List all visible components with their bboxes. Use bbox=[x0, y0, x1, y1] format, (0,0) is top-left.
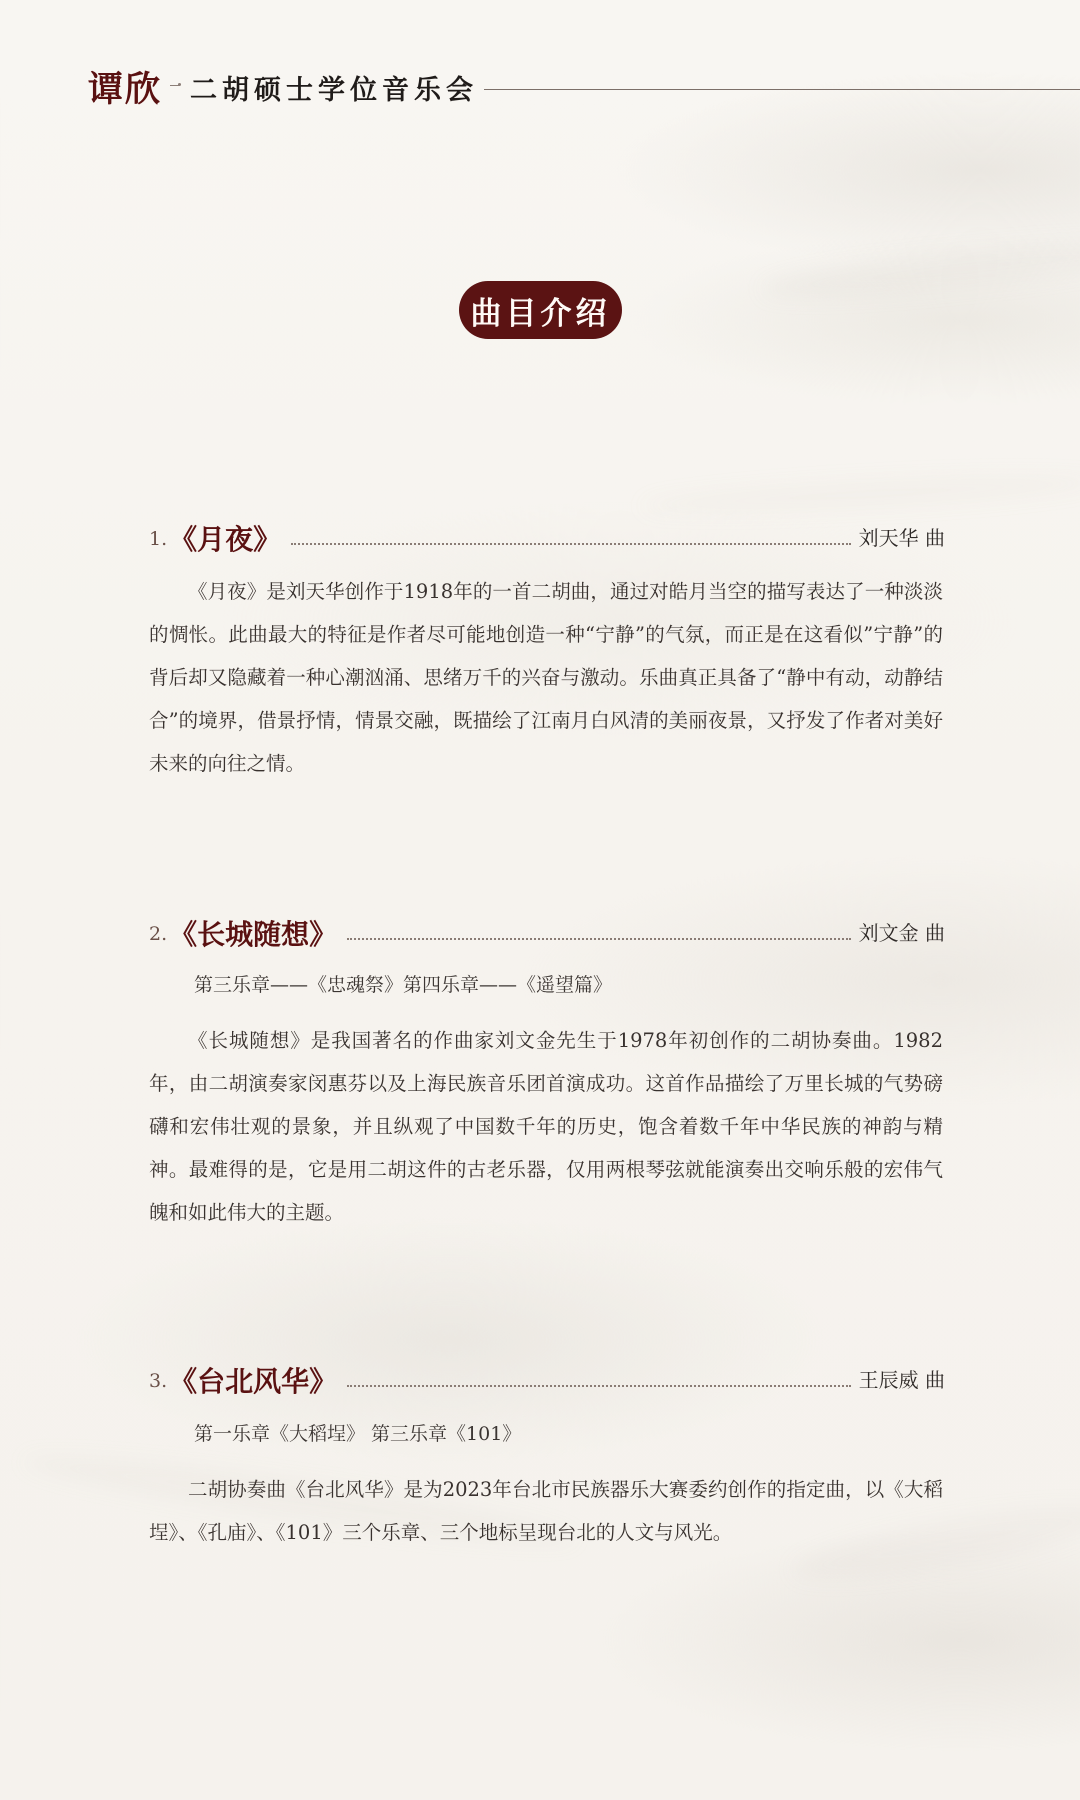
piece-description: 《长城随想》是我国著名的作曲家刘文金先生于1978年初创作的二胡协奏曲。1982年，由二胡演奏家闵惠芬以及上海民族音乐团首演成功。这首作品描绘了万里长城的气势磅礴和宏伟壮观的景象，并且纵观了中国数千年的历史，饱含着数千年中华民族的神韵与精神。最难得的是，它是用二胡这件的古老乐器，仅用两根琴弦就能演奏出交响乐般的宏伟气魄和如此伟大的主题。 bbox=[149, 1029, 943, 1224]
piece-heading bbox=[149, 514, 945, 554]
piece-composer: 刘天华 曲 bbox=[858, 526, 945, 550]
dot-leader bbox=[347, 1384, 850, 1387]
section-title-badge: 曲目介绍 bbox=[459, 281, 622, 339]
piece-composer: 王辰威 曲 bbox=[858, 1368, 945, 1392]
piece-number: 3. bbox=[149, 1370, 168, 1392]
dot-leader bbox=[347, 937, 850, 940]
header-separator bbox=[170, 85, 180, 96]
piece-heading bbox=[149, 909, 945, 949]
dot-leader bbox=[291, 542, 850, 545]
piece-title: 《台北风华》 bbox=[169, 1365, 338, 1398]
piece-movements: 第三乐章——《忠魂祭》第四乐章——《遥望篇》 bbox=[194, 974, 613, 996]
piece-heading bbox=[149, 1356, 945, 1396]
header-divider-line bbox=[484, 89, 1080, 90]
piece-number: 2. bbox=[149, 923, 168, 945]
background-wash bbox=[640, 468, 1080, 520]
background-wash bbox=[759, 228, 1080, 308]
performer-name: 谭欣 bbox=[88, 69, 163, 110]
piece-description: 《月夜》是刘天华创作于1918年的一首二胡曲，通过对皓月当空的描写表达了一种淡淡的惆怅。此曲最大的特征是作者尽可能地创造一种“宁静”的气氛，而正是在这看似”宁静”的背后却又隐藏着一种心潮汹涌、思绪万千的兴奋与激动。乐曲真正具备了“静中有动，动静结合”的境界，借景抒情，情景交融，既描绘了江南月白风清的美丽夜景，又抒发了作者对美好未来的向往之情。 bbox=[149, 580, 943, 775]
piece-title: 《长城随想》 bbox=[169, 918, 338, 951]
piece-title: 《月夜》 bbox=[169, 523, 282, 556]
piece-composer: 刘文金 曲 bbox=[858, 921, 945, 945]
piece-description: 二胡协奏曲《台北风华》是为2023年台北市民族器乐大赛委约创作的指定曲，以《大稻埕》、《孔庙》、《101》三个乐章、三个地标呈现台北的人文与风光。 bbox=[149, 1478, 943, 1544]
piece-number: 1. bbox=[149, 528, 168, 550]
page-header bbox=[88, 62, 1080, 112]
piece-movements: 第一乐章《大稻埕》 第三乐章《101》 bbox=[194, 1423, 522, 1445]
concert-title: 二胡硕士学位音乐会 bbox=[190, 74, 479, 106]
